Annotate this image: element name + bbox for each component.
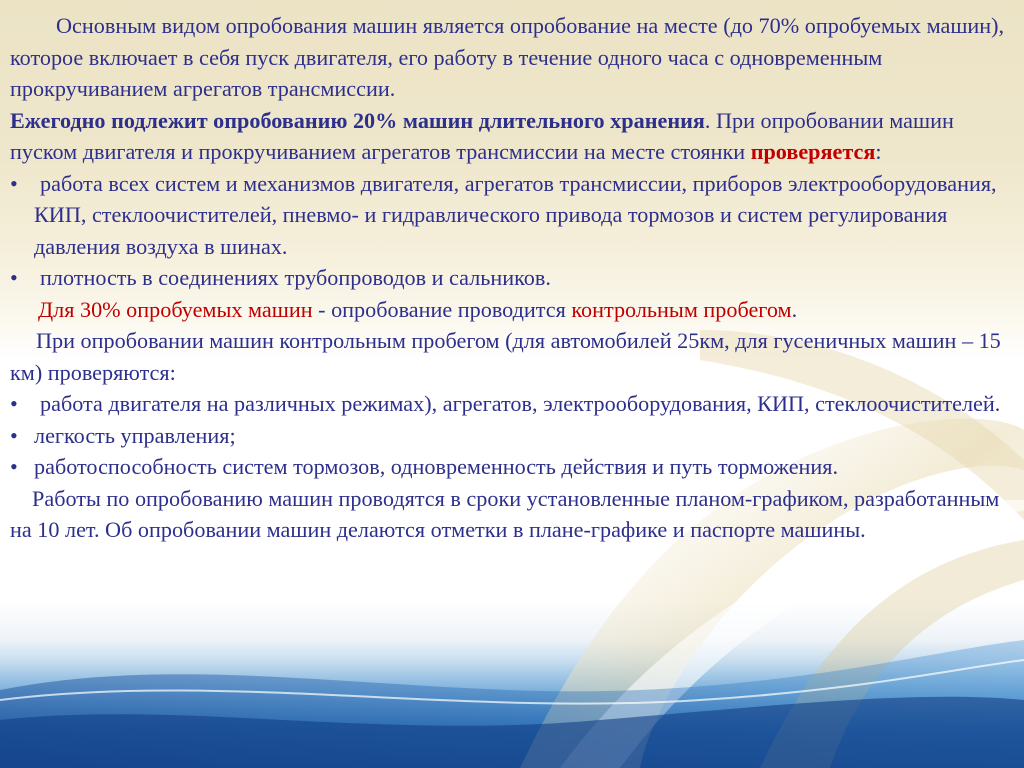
annual-test-highlight: проверяется	[750, 139, 876, 164]
bullet-mark: •	[10, 391, 18, 416]
control-run-part5: контрольным пробегом	[571, 296, 792, 322]
list2-item-text: легкость управления;	[34, 422, 236, 448]
list1-item	[10, 168, 1010, 263]
bullet-mark: •	[10, 422, 18, 448]
control-run-part3: % опробуемых машин	[102, 296, 313, 322]
list2-item	[10, 388, 1010, 420]
schedule-text: Работы по опробованию машин проводятся в сроки установленные планом-графиком, разработанным на 10 лет. Об опробовании машин делаются отметки в плане-графике и паспорте машины.	[10, 485, 1000, 542]
paragraph-control-run	[10, 294, 1010, 326]
slide-text	[10, 10, 1010, 546]
control-run-part1: Для	[38, 296, 80, 322]
bullet-mark: •	[10, 170, 18, 196]
control-run-part6: .	[791, 296, 798, 322]
control-run-part2: 30	[79, 296, 103, 322]
list2-item	[10, 420, 1010, 452]
paragraph-intro	[10, 10, 1010, 105]
list1-item	[10, 262, 1010, 294]
list2-item-text: работа двигателя на различных режимах), агрегатов, электрооборудования, КИП, стеклоочистителей.	[40, 391, 1001, 416]
bullet-mark: •	[10, 454, 18, 479]
annual-test-bold: Ежегодно подлежит опробованию 20% машин длительного хранения	[10, 107, 705, 133]
list1-item-text: работа всех систем и механизмов двигателя, агрегатов трансмиссии, приборов электрооборудования, КИП, стеклоочистителей, пневмо- и гидравлического привода тормозов и систем регулирования давления воздуха в шинах.	[34, 170, 997, 259]
control-run-checks-text: При опробовании машин контрольным пробегом (для автомобилей 25км, для гусеничных машин – 15 км) проверяются:	[10, 328, 1001, 385]
list2-item-text: работоспособность систем тормозов, одновременность действия и путь торможения.	[34, 454, 839, 479]
annual-test-rest: . При опробовании машин пуском двигателя и прокручиванием агрегатов трансмиссии на месте стоянки	[10, 107, 954, 164]
list2-item	[10, 451, 1010, 483]
annual-test-colon: :	[875, 139, 882, 164]
paragraph-intro-text: Основным видом опробования машин является опробование на месте (до 70% опробуемых машин), которое включает в себя пуск двигателя, его работу в течение одного часа с одновременным прокручиванием агрегатов трансмиссии.	[10, 13, 1005, 101]
paragraph-control-run-checks	[10, 325, 1010, 388]
list1-item-text: плотность в соединениях трубопроводов и сальников.	[40, 265, 551, 290]
paragraph-annual-test	[10, 105, 1010, 168]
paragraph-schedule	[10, 483, 1010, 546]
control-run-part4: - опробование проводится	[312, 296, 572, 322]
bullet-mark: •	[10, 265, 18, 290]
